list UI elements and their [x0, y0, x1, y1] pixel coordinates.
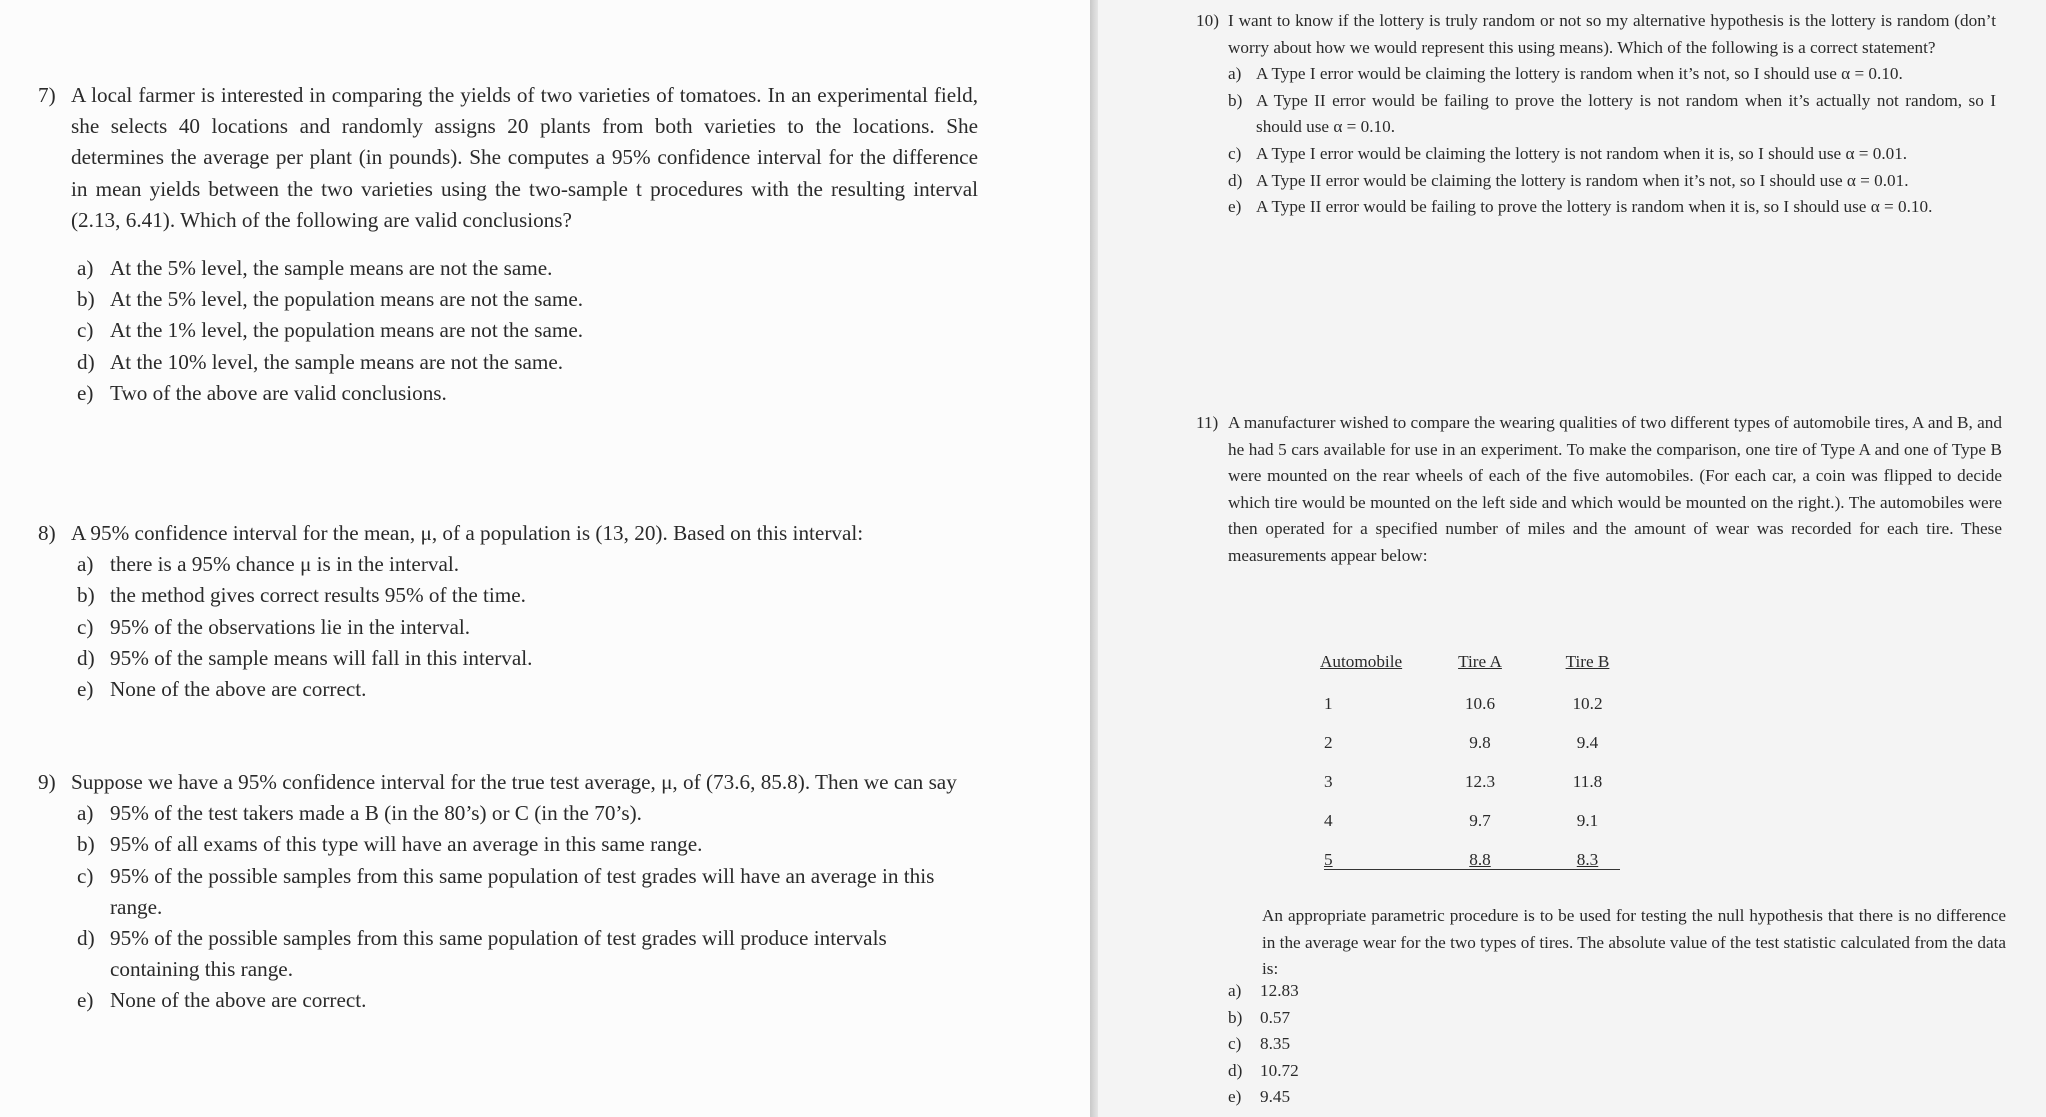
- table-cell: 12.3: [1464, 771, 1496, 791]
- option-label: e): [77, 380, 94, 405]
- option-label: e): [77, 677, 94, 702]
- question-11: [1196, 410, 2002, 570]
- question-10: [1196, 8, 1996, 221]
- table-cell: 8.8: [1469, 849, 1491, 869]
- column-header-automobile: Automobile: [1320, 652, 1403, 671]
- option-text: 95% of all exams of this type will have an average in this same range.: [110, 832, 703, 857]
- question-number: 9): [38, 770, 56, 794]
- answer-option: [1196, 88, 1996, 141]
- option-label: c): [1228, 1034, 1242, 1054]
- answer-options: [38, 798, 978, 1016]
- option-label: d): [1228, 170, 1243, 190]
- question-9: [38, 767, 978, 1017]
- table-cell: 4: [1324, 810, 1333, 830]
- answer-option: [38, 985, 978, 1016]
- answer-option: [1228, 1084, 1299, 1111]
- option-label: b): [77, 583, 95, 608]
- answer-option: [1228, 1058, 1299, 1085]
- option-label: b): [77, 287, 95, 312]
- table-row: [1320, 762, 1645, 801]
- option-text: 95% of the possible samples from this same population of test grades will produce intervals containing this range.: [110, 926, 887, 982]
- option-text: At the 1% level, the population means are not the same.: [110, 318, 584, 343]
- answer-options: [1228, 978, 1299, 1111]
- column-header-tire-a: Tire A: [1458, 652, 1502, 671]
- option-label: a): [1228, 981, 1242, 1000]
- option-text: 95% of the possible samples from this same population of test grades will have an average in this range.: [110, 863, 935, 919]
- option-label: a): [77, 552, 94, 577]
- column-header-tire-b: Tire B: [1565, 652, 1610, 671]
- table-header-row: [1320, 652, 1645, 684]
- answer-option: [38, 861, 978, 923]
- option-label: a): [77, 256, 94, 281]
- table-cell: 1: [1324, 693, 1333, 713]
- option-text: None of the above are correct.: [110, 677, 367, 702]
- answer-option: [38, 378, 978, 409]
- option-text: A Type I error would be claiming the lottery is random when it’s not, so I should use α = 0.10.: [1256, 64, 1903, 84]
- question-text: I want to know if the lottery is truly random or not so my alternative hypothesis is the lottery is random (don’t worry about how we would represent this using means). Which of the following is a correct statement?: [1228, 11, 1996, 57]
- answer-option: [38, 315, 978, 346]
- answer-option: [1228, 1005, 1299, 1032]
- question-number: 11): [1196, 413, 1219, 432]
- tire-wear-table: [1320, 652, 1645, 879]
- option-text: 12.83: [1260, 981, 1299, 1000]
- answer-option: [38, 674, 978, 705]
- option-label: d): [77, 926, 95, 951]
- option-label: b): [1228, 1007, 1243, 1027]
- answer-options: [38, 253, 978, 409]
- answer-option: [38, 284, 978, 315]
- option-label: c): [77, 318, 94, 343]
- question-9-stem: [38, 767, 978, 798]
- table-row: [1320, 840, 1645, 879]
- option-label: c): [77, 614, 94, 639]
- table-cell: 10.2: [1572, 693, 1603, 713]
- answer-option: [38, 829, 978, 860]
- option-text: A Type II error would be failing to prove the lottery is not random when it’s actually not random, so I should use α = 0.10.: [1256, 90, 1996, 137]
- option-label: e): [1228, 1087, 1242, 1107]
- answer-option: [1196, 168, 1996, 195]
- option-text: A Type II error would be failing to prove the lottery is random when it is, so I should use α = 0.10.: [1256, 197, 1933, 217]
- question-8-stem: [38, 518, 978, 549]
- option-text: 10.72: [1260, 1060, 1299, 1080]
- option-text: At the 5% level, the population means are not the same.: [110, 287, 584, 312]
- answer-option: [1196, 194, 1996, 221]
- table-cell: 9.7: [1469, 810, 1491, 830]
- answer-option: [38, 798, 978, 829]
- answer-option: [38, 923, 978, 985]
- question-text: A manufacturer wished to compare the wearing qualities of two different types of automobile tires, A and B, and he had 5 cars available for use in an experiment. To make the comparison, one tire of Type A and one of Type B were mounted on the rear wheels of each of the five automobiles. (For each car, a coin was flipped to decide which tire would be mounted on the left side and which would be mounted on the right.). The automobiles were then operated for a specified number of miles and the amount of wear was recorded for each tire. These measurements appear below:: [1228, 413, 2002, 565]
- option-label: d): [77, 349, 95, 374]
- table-cell: 5: [1324, 849, 1333, 869]
- table-row: [1320, 801, 1645, 840]
- answer-option: [1196, 141, 1996, 168]
- option-label: e): [77, 988, 94, 1013]
- question-11-stem: [1196, 410, 2002, 570]
- option-text: 95% of the sample means will fall in this interval.: [110, 645, 533, 670]
- option-text: Two of the above are valid conclusions.: [110, 380, 447, 405]
- answer-option: [38, 612, 978, 643]
- table-cell: 9.1: [1576, 810, 1599, 830]
- table-row: [1320, 684, 1645, 723]
- option-text: None of the above are correct.: [110, 988, 367, 1013]
- table-row: [1320, 723, 1645, 762]
- option-label: d): [1228, 1060, 1243, 1080]
- option-label: c): [77, 863, 94, 888]
- question-number: 10): [1196, 11, 1219, 30]
- option-label: a): [1228, 64, 1242, 84]
- table-cell: 10.6: [1464, 693, 1496, 713]
- option-label: a): [77, 801, 94, 826]
- answer-option: [1228, 978, 1299, 1005]
- answer-option: [38, 253, 978, 284]
- answer-option: [38, 549, 978, 580]
- table-cell: 8.3: [1576, 849, 1599, 869]
- option-text: 95% of the observations lie in the interval.: [110, 614, 471, 639]
- option-label: e): [1228, 197, 1242, 217]
- table-cell: 9.8: [1469, 732, 1491, 752]
- question-11-continuation: An appropriate parametric procedure is to be used for testing the null hypothesis that there is no difference in the average wear for the two types of tires. The absolute value of the test statistic calculated from the data is:: [1262, 906, 2006, 979]
- page-gutter: [1090, 0, 1098, 1117]
- option-text: At the 5% level, the sample means are not the same.: [110, 256, 553, 281]
- question-text: A local farmer is interested in comparing the yields of two varieties of tomatoes. In an experimental field, she selects 40 locations and randomly assigns 20 plants from both varieties to the locations. She determines the average per plant (in pounds). She computes a 95% confidence interval for the difference in mean yields between the two varieties using the two-sample t procedures with the resulting interval (2.13, 6.41). Which of the following are valid conclusions?: [71, 83, 978, 232]
- option-label: d): [77, 645, 95, 670]
- question-text: A 95% confidence interval for the mean, μ, of a population is (13, 20). Based on this interval:: [71, 521, 864, 545]
- question-7: [38, 80, 978, 409]
- option-text: 8.35: [1260, 1034, 1291, 1054]
- question-number: 7): [38, 83, 56, 107]
- option-text: A Type I error would be claiming the lottery is not random when it is, so I should use α = 0.01.: [1256, 143, 1908, 163]
- table-cell: 3: [1324, 771, 1333, 791]
- option-text: 9.45: [1260, 1087, 1291, 1107]
- answer-options: [1196, 61, 1996, 221]
- option-text: At the 10% level, the sample means are not the same.: [110, 349, 564, 374]
- table-cell: 11.8: [1572, 771, 1603, 791]
- option-label: b): [77, 832, 95, 857]
- question-text: Suppose we have a 95% confidence interval for the true test average, μ, of (73.6, 85.8). Then we can say: [71, 770, 957, 794]
- question-7-stem: [38, 80, 978, 236]
- answer-option: [38, 347, 978, 378]
- table-cell: 9.4: [1576, 732, 1599, 752]
- question-number: 8): [38, 521, 56, 545]
- option-label: b): [1228, 90, 1243, 110]
- option-text: 0.57: [1260, 1007, 1291, 1027]
- answer-options: [38, 549, 978, 705]
- table-bottom-rule: [1324, 869, 1620, 870]
- question-10-stem: [1196, 8, 1996, 61]
- answer-option: [38, 580, 978, 611]
- option-text: A Type II error would be claiming the lottery is random when it’s not, so I should use α = 0.01.: [1256, 170, 1909, 190]
- option-label: c): [1228, 143, 1242, 163]
- option-text: there is a 95% chance μ is in the interval.: [110, 552, 460, 577]
- question-8: [38, 518, 978, 705]
- answer-option: [38, 643, 978, 674]
- option-text: 95% of the test takers made a B (in the 80’s) or C (in the 70’s).: [110, 801, 642, 826]
- answer-option: [1228, 1031, 1299, 1058]
- answer-option: [1196, 61, 1996, 88]
- option-text: the method gives correct results 95% of the time.: [110, 583, 526, 608]
- table-cell: 2: [1324, 732, 1333, 752]
